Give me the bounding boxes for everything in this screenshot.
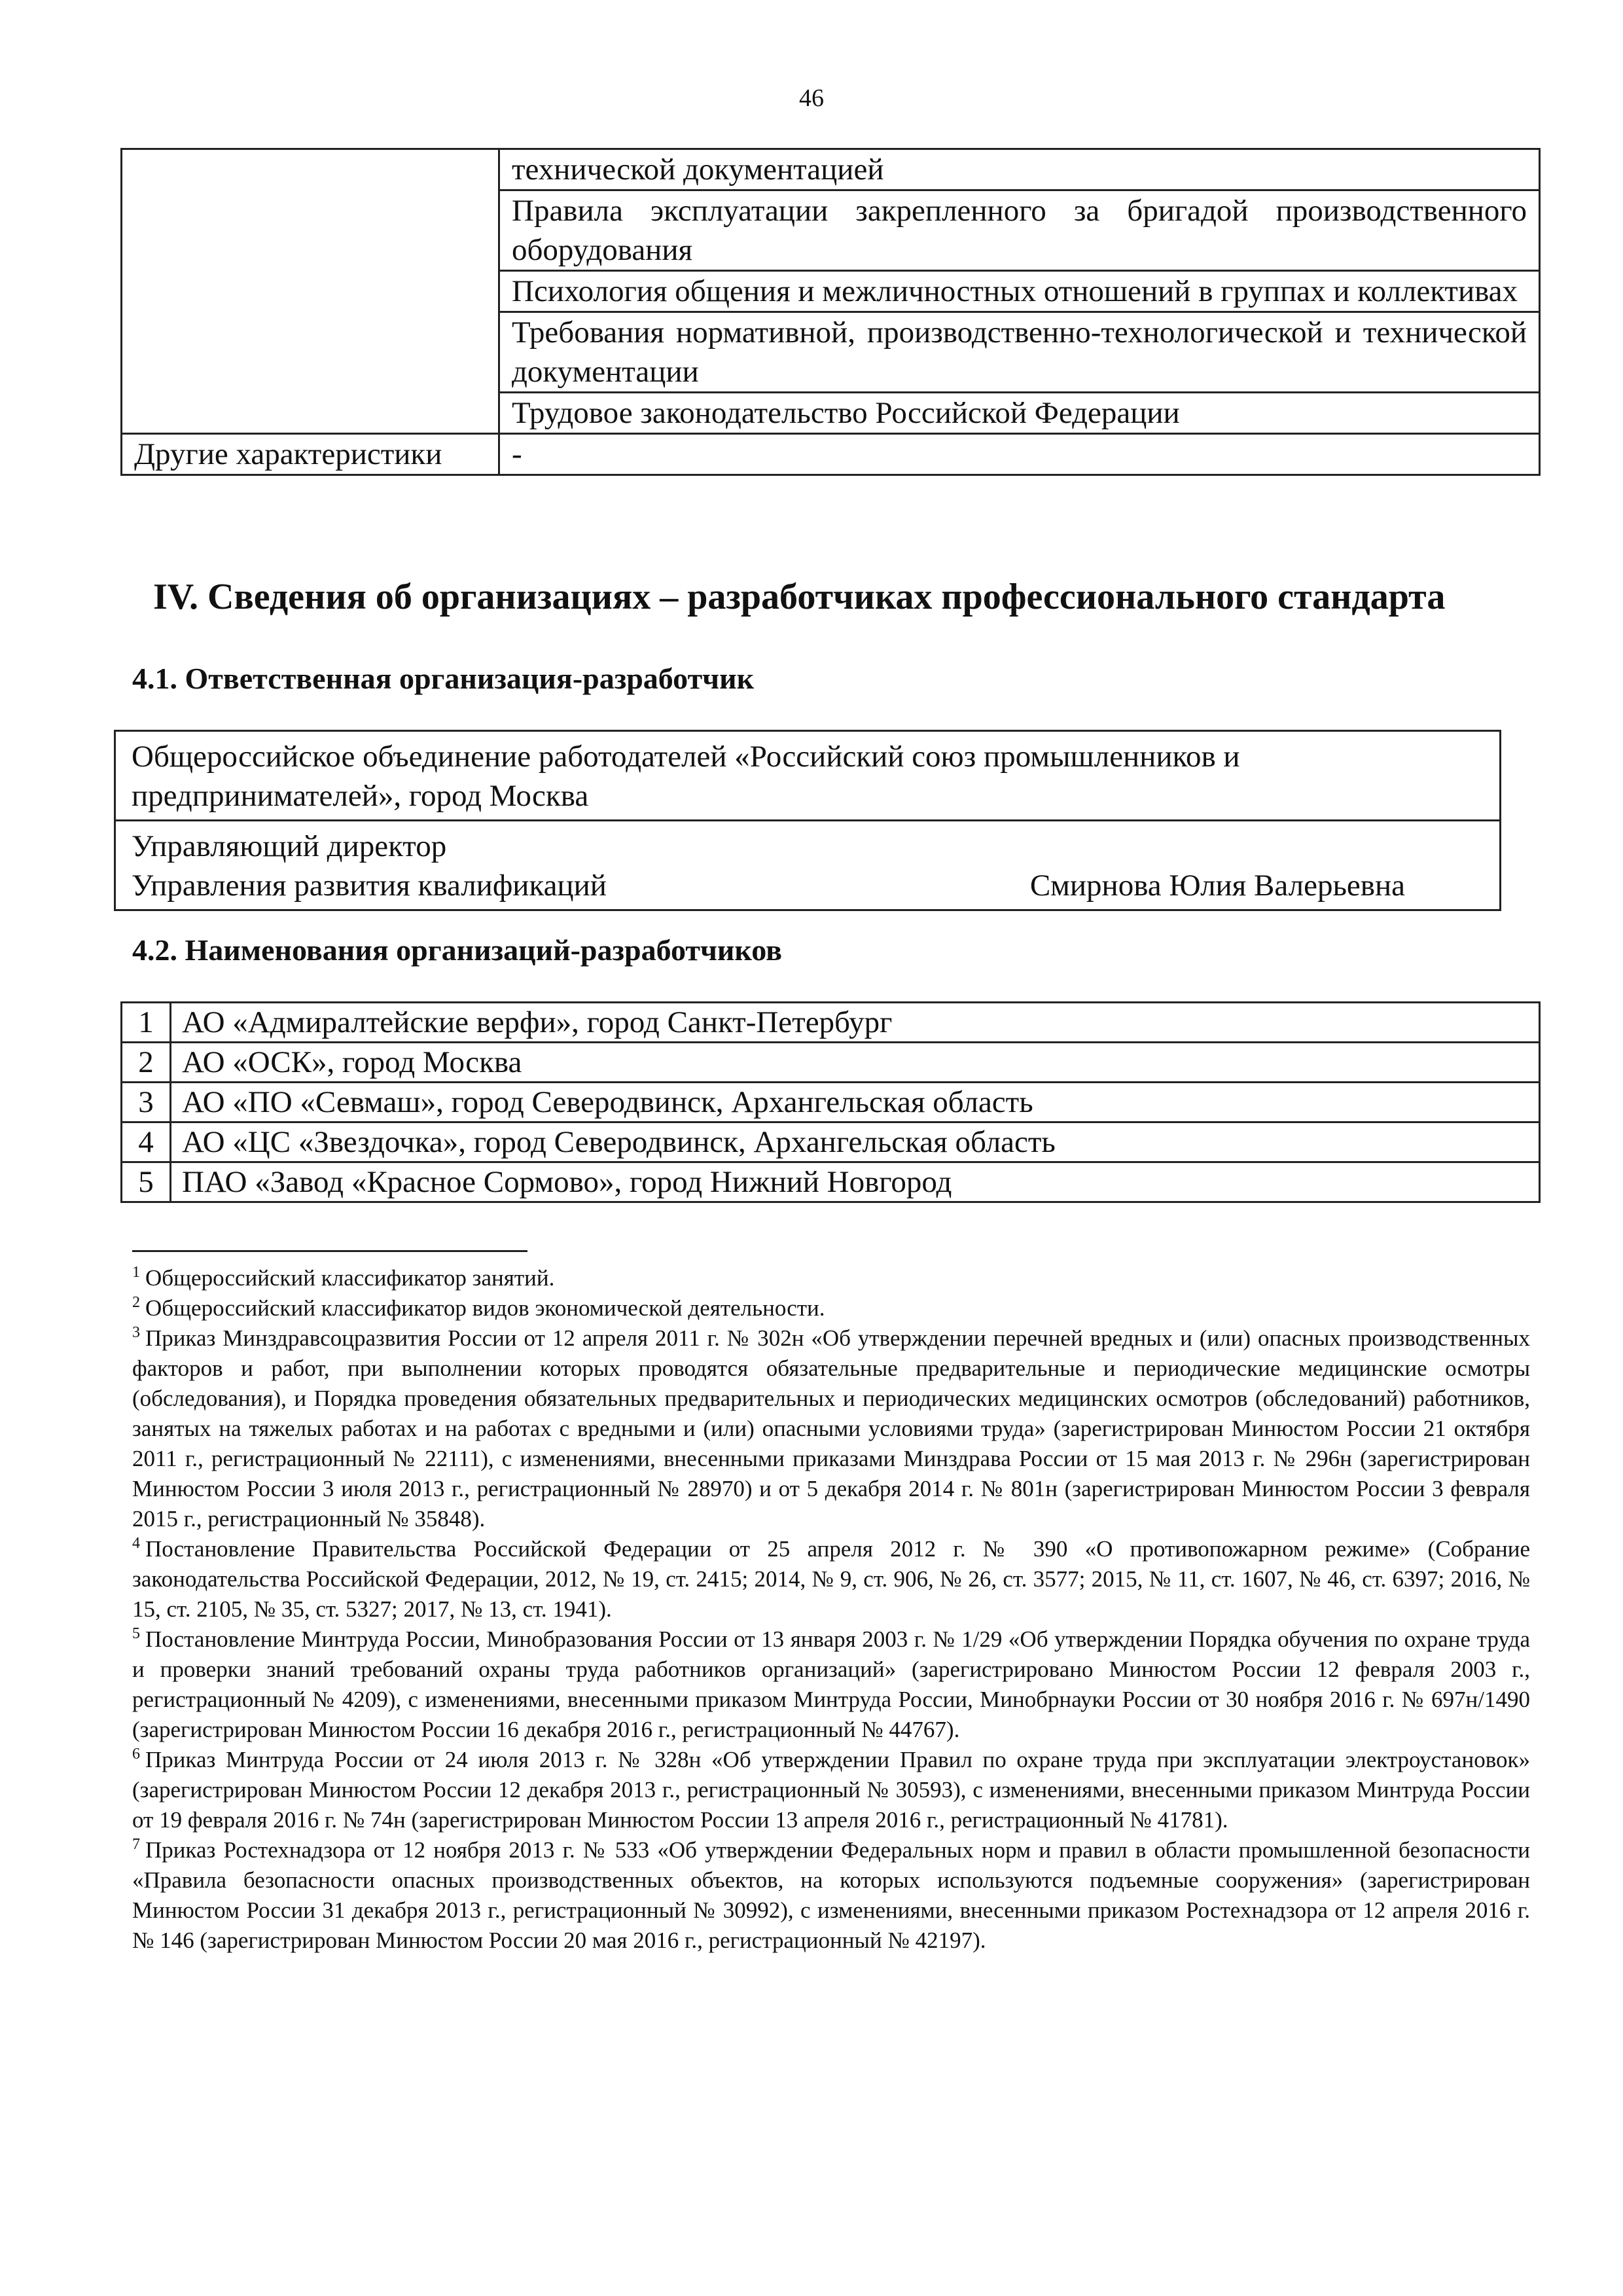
table-cell-empty — [122, 149, 499, 434]
requirements-table-continued — [120, 148, 1541, 476]
org-name: АО «Адмиралтейские верфи», город Санкт-Петербург — [171, 1003, 1540, 1043]
footnote-mark: 4 — [132, 1535, 140, 1552]
table-row — [122, 1162, 1540, 1202]
table-cell: технической документацией — [499, 149, 1540, 190]
org-name: АО «ЦС «Звездочка», город Северодвинск, Архангельская область — [171, 1122, 1540, 1162]
footnote — [132, 1745, 1530, 1835]
footnote — [132, 1624, 1530, 1745]
footnote-text: Постановление Минтруда России, Минобразования России от 13 января 2003 г. № 1/29 «Об утверждении Порядка обучения по охране труда и проверки знаний требований охраны труда работников организаций» (зарегистрировано Минюстом России 12 февраля 2003 г., регистрационный № 4209), с изменениями, внесенными приказом Минтруда России, Минобрнауки России от 30 ноября 2016 г. № 697н/1490 (зарегистрирован Минюстом России 16 декабря 2016 г., регистрационный № 44767). — [132, 1626, 1530, 1742]
org-name: ПАО «Завод «Красное Сормово», город Нижний Новгород — [171, 1162, 1540, 1202]
footnote-text: Приказ Минздравсоцразвития России от 12 апреля 2011 г. № 302н «Об утверждении перечней вредных и (или) опасных производственных факторов и работ, при выполнении которых проводятся обязательные предварительные и периодические медицинские осмотры (обследования), и Порядка проведения обязательных предварительных и периодических медицинских осмотров (обследований) работников, занятых на тяжелых работах и на работах с вредными и (или) опасными условиями труда» (зарегистрирован Минюстом России 21 октября 2011 г., регистрационный № 22111), с изменениями, внесенными приказами Минздрава России от 15 мая 2013 г. № 296н (зарегистрирован Минюстом России 3 июля 2013 г., регистрационный № 28970) и от 5 декабря 2014 г. № 801н (зарегистрирован Минюстом России 3 февраля 2015 г., регистрационный № 35848). — [132, 1325, 1530, 1532]
responsible-org-table — [114, 730, 1501, 911]
footnote-text: Постановление Правительства Российской Федерации от 25 апреля 2012 г. № 390 «О противопожарном режиме» (Собрание законодательства Российской Федерации, 2012, № 19, ст. 2415; 2014, № 9, ст. 906, № 26, ст. 3577; 2015, № 11, ст. 1607, № 46, ст. 6397; 2016, № 15, ст. 2105, № 35, ст. 5327; 2017, № 13, ст. 1941). — [132, 1536, 1530, 1622]
responsible-org-name: Общероссийское объединение работодателей «Российский союз промышленников и предпринимателей», город Москва — [115, 731, 1501, 821]
table-cell: Требования нормативной, производственно-технологической и технической документации — [499, 312, 1540, 393]
footnote — [132, 1263, 1530, 1293]
table-cell: Психология общения и межличностных отношений в группах и коллективах — [499, 271, 1540, 312]
org-name: АО «ОСК», город Москва — [171, 1043, 1540, 1083]
signatory-row — [132, 866, 1484, 905]
table-row — [115, 821, 1501, 910]
table-cell: Правила эксплуатации закрепленного за бригадой производственного оборудования — [499, 190, 1540, 271]
table-row — [122, 1003, 1540, 1043]
footnote-text: Общероссийский классификатор занятий. — [145, 1265, 555, 1291]
signatory-position-line1: Управляющий директор — [132, 829, 447, 863]
footnote-text: Общероссийский классификатор видов экономической деятельности. — [145, 1295, 825, 1321]
row-number: 1 — [122, 1003, 171, 1043]
signatory-position-line2: Управления развития квалификаций — [132, 869, 607, 903]
org-name: АО «ПО «Севмаш», город Северодвинск, Архангельская область — [171, 1083, 1540, 1122]
table-row — [122, 149, 1540, 190]
footnote — [132, 1323, 1530, 1534]
table-row — [122, 1043, 1540, 1083]
table-row — [122, 1083, 1540, 1122]
footnote — [132, 1293, 1530, 1323]
table-row — [122, 1122, 1540, 1162]
developer-orgs-table — [120, 1001, 1541, 1203]
other-characteristics-label: Другие характеристики — [122, 434, 499, 475]
footnote-mark: 5 — [132, 1625, 140, 1643]
footnote — [132, 1534, 1530, 1624]
footnote-mark: 1 — [132, 1264, 140, 1282]
table-row — [115, 731, 1501, 821]
signatory-name: Смирнова Юлия Валерьевна — [1029, 869, 1405, 903]
table-row — [122, 434, 1540, 475]
section-title: IV. Сведения об организациях – разработчиках профессионального стандарта — [153, 577, 1446, 617]
footnote — [132, 1835, 1530, 1956]
footnote-separator — [132, 1250, 527, 1252]
footnote-mark: 7 — [132, 1836, 140, 1854]
footnote-mark: 6 — [132, 1746, 140, 1763]
responsible-org-heading: 4.1. Ответственная организация-разработчик — [132, 662, 755, 695]
developer-orgs-heading: 4.2. Наименования организаций-разработчиков — [132, 933, 782, 967]
footnotes — [132, 1263, 1530, 1956]
other-characteristics-value: - — [499, 434, 1540, 475]
page-number: 46 — [799, 84, 824, 112]
row-number: 4 — [122, 1122, 171, 1162]
footnote-mark: 2 — [132, 1294, 140, 1312]
row-number: 2 — [122, 1043, 171, 1083]
footnote-text: Приказ Ростехнадзора от 12 ноября 2013 г. № 533 «Об утверждении Федеральных норм и правил в области промышленной безопасности «Правила безопасности опасных производственных объектов, на которых используются подъемные сооружения» (зарегистрирован Минюстом России 31 декабря 2013 г., регистрационный № 30992), с изменениями, внесенными приказом Ростехнадзора от 12 апреля 2016 г. № 146 (зарегистрирован Минюстом России 20 мая 2016 г., регистрационный № 42197). — [132, 1837, 1530, 1953]
row-number: 3 — [122, 1083, 171, 1122]
footnote-mark: 3 — [132, 1324, 140, 1342]
table-cell: Трудовое законодательство Российской Федерации — [499, 393, 1540, 434]
row-number: 5 — [122, 1162, 171, 1202]
signatory-cell — [115, 821, 1501, 910]
footnote-text: Приказ Минтруда России от 24 июля 2013 г. № 328н «Об утверждении Правил по охране труда при эксплуатации электроустановок» (зарегистрирован Минюстом России 12 декабря 2013 г., регистрационный № 30593), с изменениями, внесенными приказом Минтруда России от 19 февраля 2016 г. № 74н (зарегистрирован Минюстом России 13 апреля 2016 г., регистрационный № 41781). — [132, 1747, 1530, 1833]
